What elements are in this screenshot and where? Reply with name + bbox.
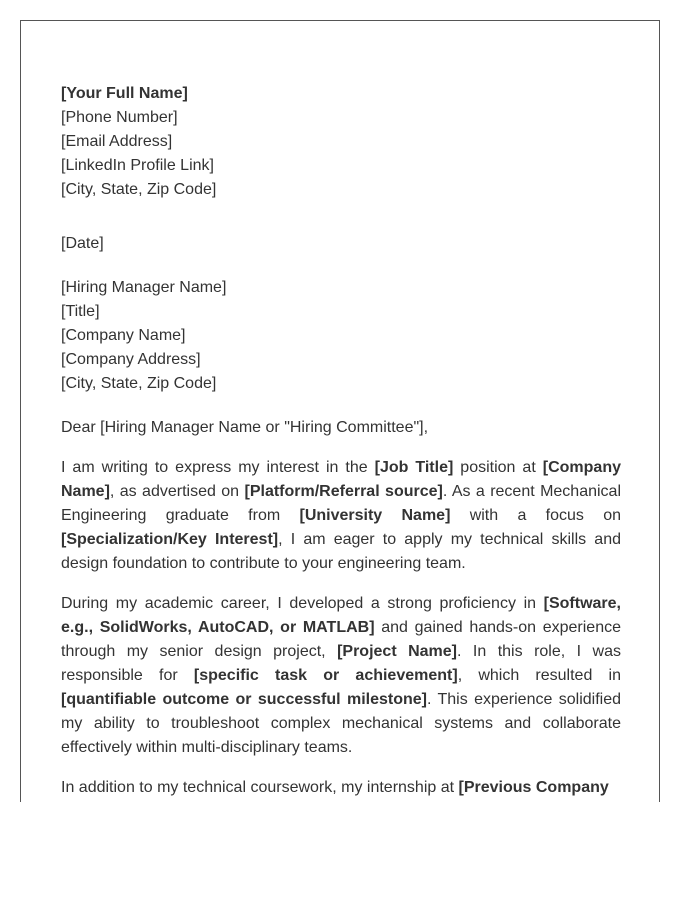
- p2-text-3: . In this role, I was responsible for: [61, 643, 622, 684]
- p1-company-name: [Company Name]: [61, 459, 621, 500]
- p2-outcome: [quantifiable outcome or successful milestone]: [61, 691, 427, 708]
- sender-name: [Your Full Name]: [61, 85, 188, 102]
- recipient-city: [City, State, Zip Code]: [61, 375, 217, 392]
- p1-job-title: [Job Title]: [374, 459, 454, 476]
- sender-city: [City, State, Zip Code]: [61, 181, 217, 198]
- p1-specialization: [Specialization/Key Interest]: [61, 531, 279, 548]
- recipient-address: [Company Address]: [61, 351, 201, 368]
- recipient-company: [Company Name]: [61, 327, 186, 344]
- sender-linkedin: [LinkedIn Profile Link]: [61, 157, 214, 174]
- p2-text-5: . This experience solidified my ability to troubleshoot complex mechanical systems and collaborate effectively within multi-disciplinary teams.: [61, 691, 621, 756]
- recipient-block: [61, 276, 621, 396]
- p1-university: [University Name]: [299, 507, 451, 524]
- paragraph-1: [61, 456, 621, 576]
- p2-text-1: During my academic career, I developed a strong proficiency in: [61, 595, 544, 612]
- sender-block: [61, 82, 621, 202]
- p1-platform: [Platform/Referral source]: [244, 483, 443, 500]
- p2-software: [Software, e.g., SolidWorks, AutoCAD, or MATLAB]: [61, 595, 621, 636]
- recipient-name: [Hiring Manager Name]: [61, 279, 227, 296]
- sender-phone: [Phone Number]: [61, 109, 178, 126]
- salutation-block: [61, 416, 621, 440]
- p1-text-1: I am writing to express my interest in the: [61, 459, 375, 476]
- paragraph-2: [61, 592, 621, 760]
- p2-text-4: , which resulted in: [457, 667, 621, 684]
- p1-text-6: , I am eager to apply my technical skills and design foundation to contribute to your engineering team.: [61, 531, 621, 572]
- p1-text-4: . As a recent Mechanical Engineering graduate from: [61, 483, 622, 524]
- p2-task: [specific task or achievement]: [193, 667, 458, 684]
- date-block: [61, 232, 621, 256]
- salutation: Dear [Hiring Manager Name or "Hiring Committee"],: [61, 419, 429, 436]
- letter-page: [20, 20, 660, 802]
- sender-email: [Email Address]: [61, 133, 173, 150]
- paragraph-3: [61, 776, 621, 800]
- p3-previous-company: [Previous Company: [458, 779, 609, 796]
- letter-content: [61, 82, 621, 800]
- letter-date: [Date]: [61, 235, 104, 252]
- p2-project-name: [Project Name]: [337, 643, 458, 660]
- p2-text-2: and gained hands-on experience through my senior design project,: [61, 619, 621, 660]
- p3-text-1: In addition to my technical coursework, my internship at: [61, 779, 459, 796]
- p1-text-5: with a focus on: [450, 507, 621, 524]
- recipient-title: [Title]: [61, 303, 100, 320]
- p1-text-2: position at: [453, 459, 543, 476]
- p1-text-3: , as advertised on: [109, 483, 245, 500]
